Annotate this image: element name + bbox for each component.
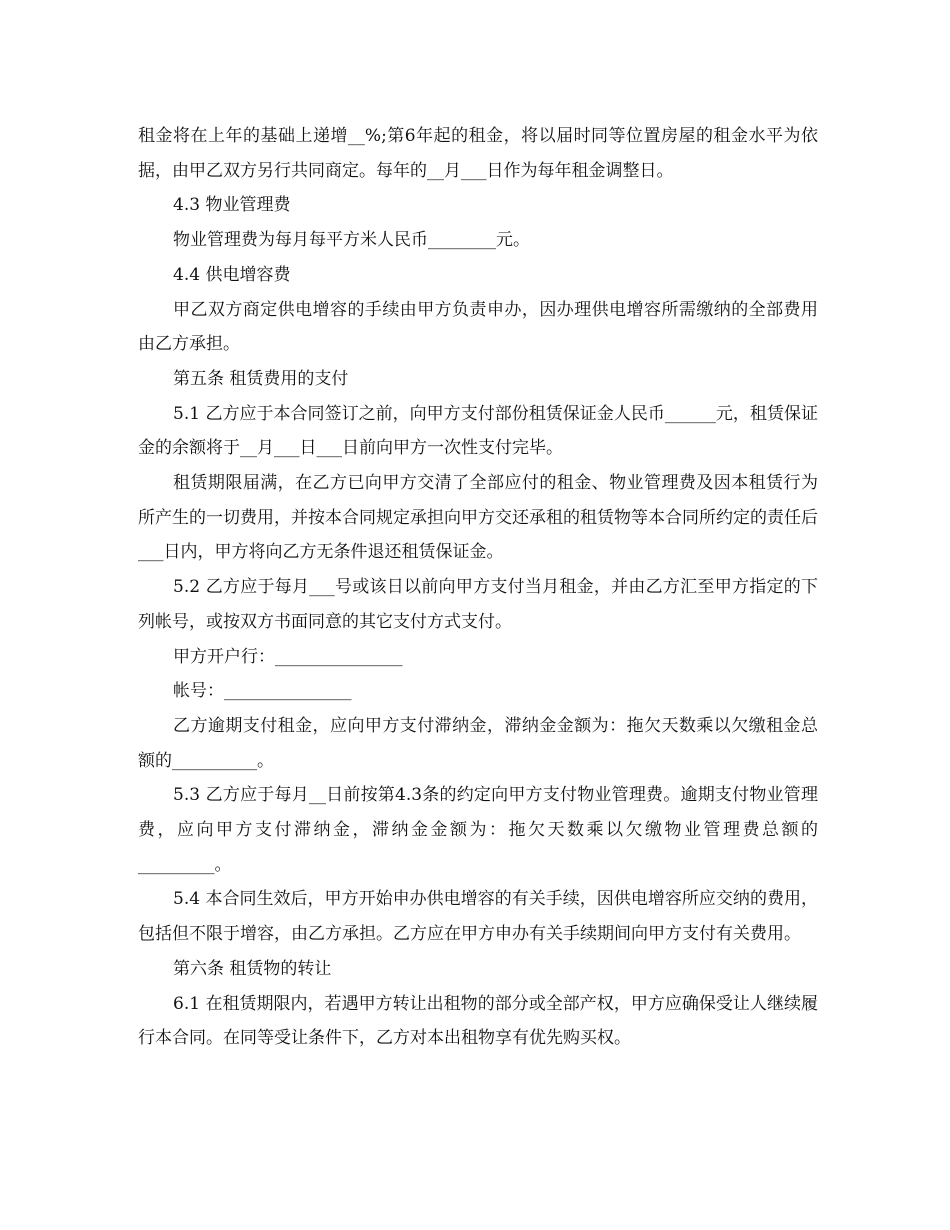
paragraph-5-2-monthly-rent: 5.2 乙方应于每月___号或该日以前向甲方支付当月租金，并由乙方汇至甲方指定的下列帐号，或按双方书面同意的其它支付方式支付。 bbox=[138, 577, 818, 632]
paragraph-power-capacity: 甲乙双方商定供电增容的手续由甲方负责申办，因办理供电增容所需缴纳的全部费用由乙方承担。 bbox=[138, 299, 818, 355]
heading-4-3-property-fee: 4.3 物业管理费 bbox=[173, 195, 291, 216]
heading-article-6: 第六条 租赁物的转让 bbox=[173, 958, 332, 979]
document-body bbox=[138, 119, 818, 1056]
field-account-number: 帐号：_______________ bbox=[173, 681, 352, 702]
heading-article-5: 第五条 租赁费用的支付 bbox=[173, 368, 349, 389]
field-bank-name: 甲方开户行：_______________ bbox=[173, 646, 403, 667]
paragraph-late-rent-penalty: 乙方逾期支付租金，应向甲方支付滞纳金，滞纳金金额为：拖欠天数乘以欠缴租金总额的__________。 bbox=[138, 715, 818, 771]
paragraph-5-3-property-fee-payment: 5.3 乙方应于每月__日前按第4.3条的约定向甲方支付物业管理费。逾期支付物业管理费，应向甲方支付滞纳金，滞纳金金额为：拖欠天数乘以欠缴物业管理费总额的_________。 bbox=[138, 785, 818, 875]
paragraph-rent-increase: 租金将在上年的基础上递增__%;第6年起的租金，将以届时同等位置房屋的租金水平为依据，由甲乙双方另行共同商定。每年的__月___日作为每年租金调整日。 bbox=[138, 126, 818, 181]
paragraph-5-1-deposit: 5.1 乙方应于本合同签订之前，向甲方支付部份租赁保证金人民币______元，租赁保证金的余额将于__月___日___日前向甲方一次性支付完毕。 bbox=[138, 403, 818, 459]
paragraph-deposit-refund: 租赁期限届满，在乙方已向甲方交清了全部应付的租金、物业管理费及因本租赁行为所产生的一切费用，并按本合同规定承担向甲方交还承租的租赁物等本合同所约定的责任后___日内，甲方将向乙方无条件退还租赁保证金。 bbox=[138, 473, 818, 563]
paragraph-6-1-transfer: 6.1 在租赁期限内，若遇甲方转让出租物的部分或全部产权，甲方应确保受让人继续履行本合同。在同等受让条件下，乙方对本出租物享有优先购买权。 bbox=[138, 993, 818, 1049]
heading-4-4-power-capacity-fee: 4.4 供电增容费 bbox=[173, 264, 291, 285]
paragraph-5-4-capacity-procedure: 5.4 本合同生效后，甲方开始申办供电增容的有关手续，因供电增容所应交纳的费用，包括但不限于增容，由乙方承担。乙方应在甲方申办有关手续期间向甲方支付有关费用。 bbox=[138, 889, 818, 945]
paragraph-property-fee-amount: 物业管理费为每月每平方米人民币________元。 bbox=[173, 230, 530, 251]
